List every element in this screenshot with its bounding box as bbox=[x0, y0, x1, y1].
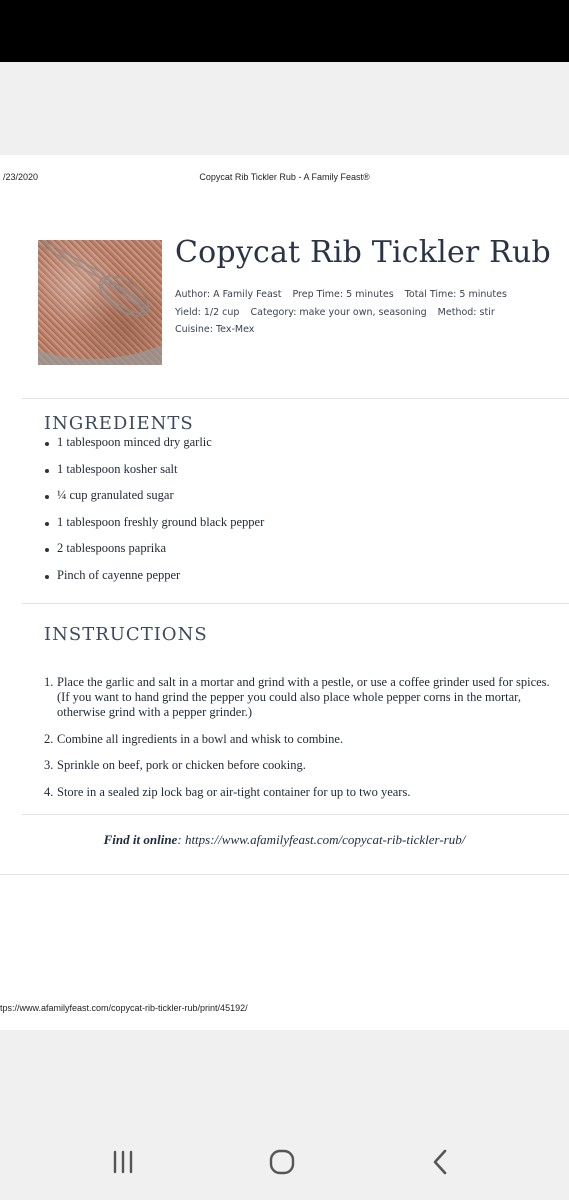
instruction-step: 3. Sprinkle on beef, pork or chicken before cooking. bbox=[44, 758, 306, 772]
divider bbox=[22, 814, 569, 815]
meta-author: Author: A Family Feast bbox=[175, 289, 282, 300]
recent-apps-icon bbox=[110, 1149, 136, 1175]
divider bbox=[22, 398, 569, 399]
divider bbox=[22, 603, 569, 604]
print-footer-url: tps://www.afamilyfeast.com/copycat-rib-tickler-rub/print/45192/ bbox=[0, 1003, 248, 1013]
meta-method: Method: stir bbox=[437, 306, 495, 318]
meta-prep-time: Prep Time: 5 minutes bbox=[292, 289, 394, 300]
instruction-step: 4. Store in a sealed zip lock bag or air-tight container for up to two years. bbox=[44, 784, 411, 799]
print-page bbox=[0, 155, 569, 1030]
print-date: /23/2020 bbox=[3, 172, 39, 182]
instructions-list bbox=[44, 675, 564, 811]
recipe-photo bbox=[38, 240, 162, 365]
ingredient-item: 2 tablespoons paprika bbox=[44, 541, 264, 568]
back-button[interactable] bbox=[416, 1140, 466, 1184]
android-nav-bar bbox=[0, 1130, 569, 1200]
status-bar bbox=[0, 0, 569, 62]
instruction-step: 2. Combine all ingredients in a bowl and whisk to combine. bbox=[44, 731, 344, 746]
ingredient-item: Pinch of cayenne pepper bbox=[44, 568, 264, 595]
meta-category: Category: make your own, seasoning bbox=[250, 306, 427, 318]
instruction-step: 1. Place the garlic and salt in a mortar and grind with a pestle, or use a coffee grinder used for spices. (If you want to hand grind the pepper you could also place whole pepper corns in the mortar, otherwise grind with a pepper grinder.) bbox=[44, 675, 550, 719]
meta-cuisine: Cuisine: Tex-Mex bbox=[175, 324, 255, 335]
find-it-online: Find it online: https://www.afamilyfeast.com/copycat-rib-tickler-rub/ bbox=[103, 832, 466, 847]
find-it-online-url[interactable]: https://www.afamilyfeast.com/copycat-rib-tickler-rub/ bbox=[184, 832, 466, 847]
recipe-title: Copycat Rib Tickler Rub bbox=[175, 235, 551, 270]
back-icon bbox=[429, 1149, 453, 1175]
meta-yield: Yield: 1/2 cup bbox=[175, 306, 240, 318]
recipe-meta bbox=[175, 286, 555, 339]
print-header bbox=[0, 172, 569, 186]
recent-apps-button[interactable] bbox=[98, 1140, 148, 1184]
print-page-title: Copycat Rib Tickler Rub - A Family Feast® bbox=[199, 172, 370, 182]
ingredient-item: ¼ cup granulated sugar bbox=[44, 488, 264, 515]
meta-total-time: Total Time: 5 minutes bbox=[404, 289, 507, 300]
ingredients-heading: INGREDIENTS bbox=[44, 413, 194, 434]
instructions-heading: INSTRUCTIONS bbox=[44, 624, 208, 645]
home-button[interactable] bbox=[257, 1140, 307, 1184]
ingredient-item: 1 tablespoon kosher salt bbox=[44, 462, 264, 489]
divider bbox=[0, 874, 569, 875]
home-icon bbox=[268, 1148, 296, 1176]
ingredient-item: 1 tablespoon freshly ground black pepper bbox=[44, 515, 264, 542]
ingredient-item: 1 tablespoon minced dry garlic bbox=[44, 435, 264, 462]
ingredients-list bbox=[44, 435, 264, 595]
